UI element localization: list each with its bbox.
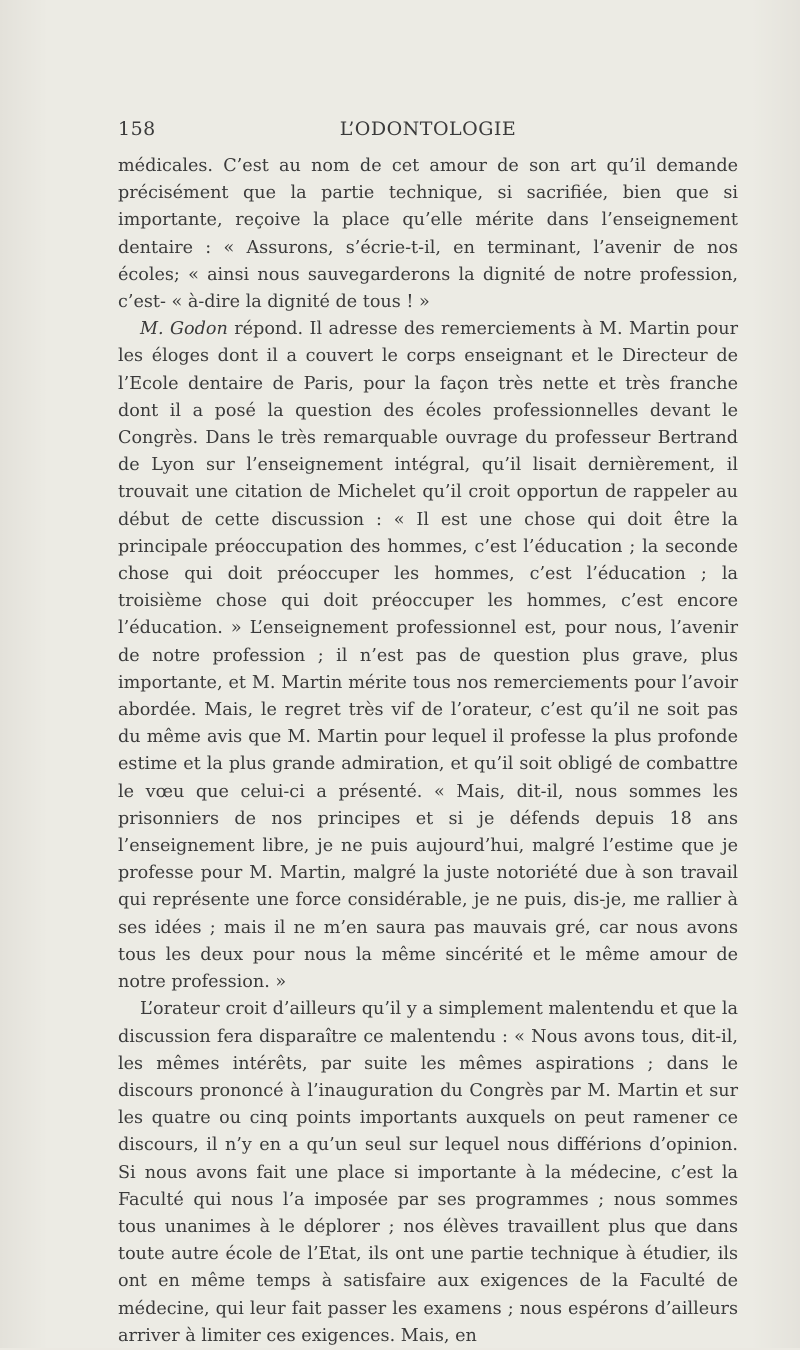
paragraph-3-text: L’orateur croit d’ailleurs qu’il y a simplement malentendu et que la discussion fera disparaître ce malentendu : « Nous avons tous, dit-il, les mêmes intérêts, par suite les mêmes aspirations ; dans le discours prononcé à l’inauguration du Congrès par M. Martin et sur les quatre ou cinq points importants auxquels on peut ramener ce discours, il n’y en a qu’un seul sur lequel nous différions d’opinion. Si nous avons fait une place si importante à la médecine, c’est la Faculté qui nous l’a imposée par ses programmes ; nous sommes tous unanimes à le déplorer ; nos élèves travaillent plus que dans toute autre école de l’Etat, ils ont une partie technique à étudier, ils ont en même temps à satisfaire aux exigences de la Faculté de médecine, qui leur fait passer les examens ; nous espérons d’ailleurs arriver à limiter ces exigences. Mais, en (118, 999, 738, 1346)
paragraph-1 (118, 153, 738, 316)
page-number: 158 (118, 118, 156, 140)
running-title: L’ODONTOLOGIE (339, 118, 517, 140)
paragraph-3 (118, 996, 738, 1350)
paragraph-2 (118, 316, 738, 996)
body-text (118, 153, 738, 1350)
running-head (118, 118, 738, 144)
paragraph-1-text: médicales. C’est au nom de cet amour de son art qu’il demande précisément que la partie technique, si sacrifiée, bien que si importante, reçoive la place qu’elle mérite dans l’enseignement dentaire : « Assurons, s’écrie-t-il, en terminant, l’avenir de nos écoles; « ainsi nous sauvegarderons la dignité de notre profession, c’est- « à-dire la dignité de tous ! » (118, 156, 738, 313)
speaker-name: M. Godon (140, 319, 228, 340)
paragraph-2-text: répond. Il adresse des remerciements à M. Martin pour les éloges dont il a couvert le corps enseignant et le Directeur de l’Ecole dentaire de Paris, pour la façon très nette et très franche dont il a posé la question des écoles professionnelles devant le Congrès. Dans le très remarquable ouvrage du professeur Bertrand de Lyon sur l’enseignement intégral, qu’il lisait dernièrement, il trouvait une citation de Michelet qu’il croit opportun de rappeler au début de cette discussion : « Il est une chose qui doit être la principale préoccupation des hommes, c’est l’éducation ; la seconde chose qui doit préoccuper les hommes, c’est l’éducation ; la troisième chose qui doit préoccuper les hommes, c’est encore l’éducation. » L’enseignement professionnel est, pour nous, l’avenir de notre profession ; il n’est pas de question plus grave, plus importante, et M. Martin mérite tous nos remerciements pour l’avoir abordée. Mais, le regret très vif de l’orateur, c’est qu’il ne soit pas du même avis que M. Martin pour lequel il professe la plus profonde estime et la plus grande admiration, et qu’il soit obligé de combattre le vœu que celui-ci a présenté. « Mais, dit-il, nous sommes les prisonniers de nos principes et si je défends depuis 18 ans l’enseignement libre, je ne puis aujourd’hui, malgré l’estime que je professe pour M. Martin, malgré la juste notoriété due à son travail qui représente une force considérable, je ne puis, dis-je, me rallier à ses idées ; mais il ne m’en saura pas mauvais gré, car nous avons tous les deux pour nous la même sincérité et le même amour de notre profession. » (118, 319, 738, 993)
